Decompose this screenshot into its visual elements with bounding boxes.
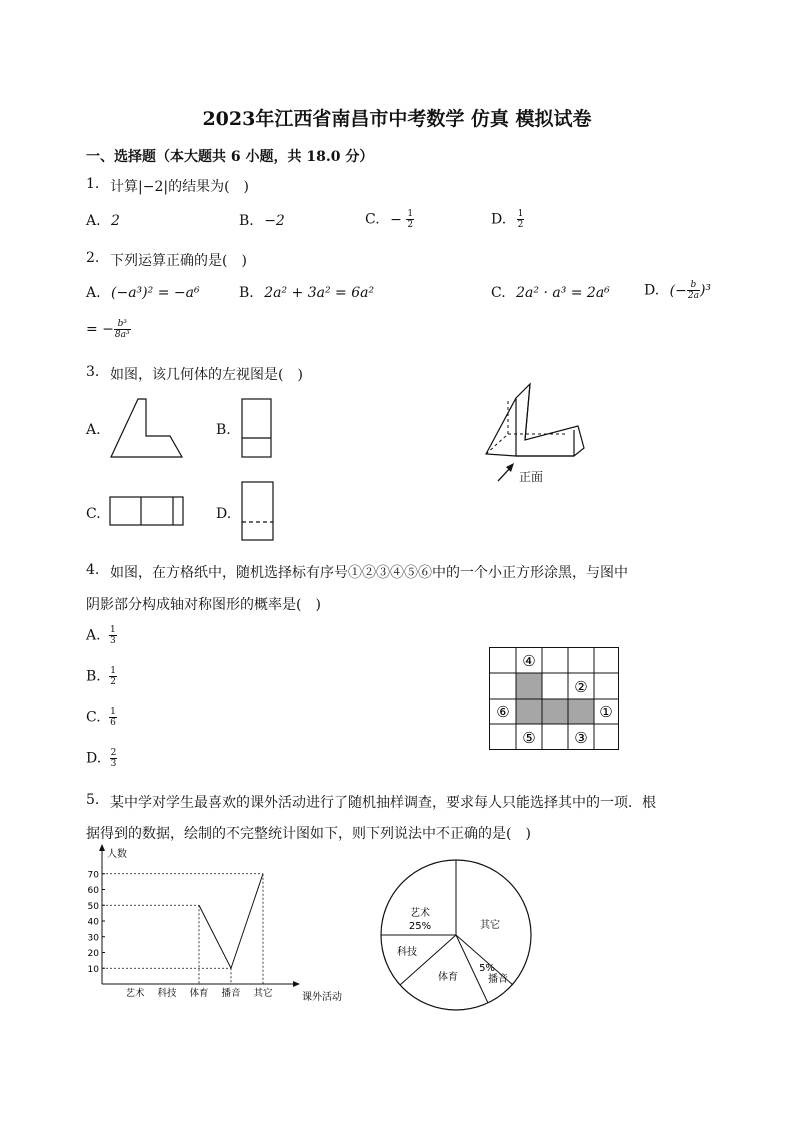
- q1-number: 1.: [86, 176, 100, 192]
- q1-c-den: 2: [407, 220, 414, 230]
- q4-d-den: 3: [110, 759, 117, 769]
- grid-label-1: ①: [599, 703, 613, 721]
- shaded-cell: [516, 699, 594, 724]
- q1-c-sign: −: [390, 211, 402, 228]
- chart-xlabel: 课外活动: [302, 992, 342, 1003]
- q2-d-cont-den: 8a³: [114, 330, 130, 340]
- pie-label-sports: 体育: [438, 972, 458, 983]
- pie-label-other: 其它: [480, 920, 500, 931]
- q4-option-c[interactable]: [86, 707, 117, 728]
- q2-option-b[interactable]: [239, 285, 374, 301]
- y-tick-label: 30: [87, 933, 99, 944]
- x-tick-label: 艺术: [125, 988, 145, 999]
- q4-stem-line1: 如图，在方格纸中，随机选择标有序号①②③④⑤⑥中的一个小正方形涂黑，与图中: [110, 565, 628, 581]
- q2-d-label: D.: [644, 282, 660, 299]
- pie-label-broadcast-pct: 5%: [479, 963, 495, 974]
- q1-b-value: −2: [264, 213, 285, 229]
- y-tick-label: 60: [87, 886, 99, 896]
- shaded-cell: [516, 673, 542, 699]
- q4-stem-line2: 阴影部分构成轴对称图形的概率是( ): [86, 597, 321, 613]
- x-tick-label: 播音: [221, 988, 241, 999]
- q1-d-num: 1: [517, 209, 524, 219]
- y-tick-label: 10: [87, 964, 99, 975]
- q2-option-c[interactable]: [491, 285, 610, 301]
- section-header: 一、选择题（本大题共 6 小题，共 18.0 分）: [86, 149, 374, 165]
- q1-a-value: 2: [111, 213, 120, 229]
- q5-stem-line1: 某中学对学生最喜欢的课外活动进行了随机抽样调查，要求每人只能选择其中的一项．根: [110, 795, 656, 811]
- q4-a-label: A.: [86, 627, 101, 644]
- q4-a-num: 1: [110, 625, 116, 635]
- x-axis-arrow: [293, 981, 300, 987]
- pie-label-broadcast: 播音: [488, 974, 508, 985]
- q2-option-d-continued: [86, 319, 131, 340]
- q2-d-cont-num: b³: [114, 319, 131, 330]
- page-title: 2023年江西省南昌市中考数学 仿真 模拟试卷: [202, 108, 592, 130]
- q2-d-den: 2a: [687, 291, 699, 301]
- grid-label-4: ④: [522, 652, 536, 670]
- q4-number: 4.: [86, 562, 100, 578]
- q2-stem: 下列运算正确的是( ): [110, 253, 247, 269]
- q2-d-pre: (−: [669, 282, 687, 299]
- q3-option-b-figure: [240, 397, 274, 461]
- grid-label-6: ⑥: [496, 703, 510, 721]
- q2-d-post: )³: [699, 282, 712, 299]
- q1-option-a[interactable]: [86, 213, 120, 229]
- q4-d-label: D.: [86, 750, 102, 767]
- q4-option-d[interactable]: [86, 748, 117, 769]
- q2-d-cont-pre: = −: [86, 321, 114, 338]
- q3-front-label: 正面: [519, 470, 544, 484]
- q1-option-d[interactable]: [491, 209, 524, 230]
- q1-c-num: 1: [407, 209, 414, 219]
- q1-option-c[interactable]: [365, 209, 414, 230]
- q3-option-c-figure: [108, 495, 186, 529]
- q3-option-a-figure: [108, 396, 188, 462]
- q5-stem-line2: 据得到的数据，绘制的不完整统计图如下，则下列说法中不正确的是( ): [86, 826, 531, 842]
- q4-option-a[interactable]: [86, 625, 117, 646]
- q2-c-expr: 2a² · a³ = 2a⁶: [516, 285, 610, 301]
- pie-label-art: 艺术: [410, 908, 430, 919]
- q4-grid-figure: [488, 646, 620, 752]
- grid-label-5: ⑤: [522, 729, 536, 747]
- q2-b-expr: 2a² + 3a² = 6a²: [264, 285, 375, 301]
- q3-stem: 如图，该几何体的左视图是( ): [110, 367, 303, 383]
- q3-option-b-label[interactable]: B.: [216, 422, 231, 438]
- pie-label-tech: 科技: [397, 947, 417, 958]
- q2-c-label: C.: [491, 285, 506, 301]
- q2-b-label: B.: [239, 285, 254, 301]
- q3-option-d-figure: [240, 480, 276, 544]
- q5-line-chart: [80, 840, 355, 1010]
- x-tick-label: 其它: [253, 988, 273, 999]
- q1-a-label: A.: [86, 213, 101, 229]
- q2-number: 2.: [86, 250, 100, 266]
- q4-c-num: 1: [110, 707, 116, 717]
- y-tick-label: 40: [87, 917, 99, 928]
- q2-a-label: A.: [86, 285, 101, 301]
- q2-d-num: b: [687, 280, 700, 291]
- q2-a-expr: (−a³)² = −a⁶: [111, 285, 200, 301]
- data-line: [199, 874, 263, 969]
- q5-pie-chart: [378, 855, 538, 1015]
- q1-stem: 计算|−2|的结果为( ): [110, 179, 249, 195]
- chart-ylabel: 人数: [107, 849, 127, 860]
- q1-d-den: 2: [517, 220, 524, 230]
- q2-option-a[interactable]: [86, 285, 200, 301]
- q1-d-label: D.: [491, 211, 507, 228]
- q3-number: 3.: [86, 364, 100, 380]
- q3-option-c-label[interactable]: C.: [86, 506, 101, 522]
- y-tick-label: 70: [87, 870, 99, 881]
- q1-c-label: C.: [365, 211, 380, 228]
- q1-option-b[interactable]: [239, 213, 285, 229]
- q3-option-a-label[interactable]: A.: [86, 422, 101, 438]
- y-tick-label: 20: [87, 949, 99, 959]
- q5-number: 5.: [86, 792, 100, 808]
- y-tick-label: 50: [87, 901, 99, 912]
- q4-c-den: 6: [110, 718, 116, 728]
- grid-label-3: ③: [574, 729, 588, 747]
- q1-b-label: B.: [239, 213, 254, 229]
- grid-label-2: ②: [574, 678, 588, 696]
- x-tick-label: 科技: [157, 988, 177, 999]
- q4-b-num: 1: [110, 666, 116, 676]
- x-tick-label: 体育: [189, 988, 209, 999]
- q2-option-d[interactable]: [644, 280, 711, 301]
- q3-option-d-label[interactable]: D.: [216, 506, 232, 522]
- pie-label-art-pct: 25%: [408, 921, 432, 932]
- q4-b-den: 2: [110, 677, 116, 687]
- q4-b-label: B.: [86, 668, 101, 685]
- y-axis-arrow: [99, 844, 105, 851]
- q4-option-b[interactable]: [86, 666, 117, 687]
- q4-a-den: 3: [110, 636, 116, 646]
- q4-c-label: C.: [86, 709, 101, 726]
- q4-d-num: 2: [110, 748, 117, 758]
